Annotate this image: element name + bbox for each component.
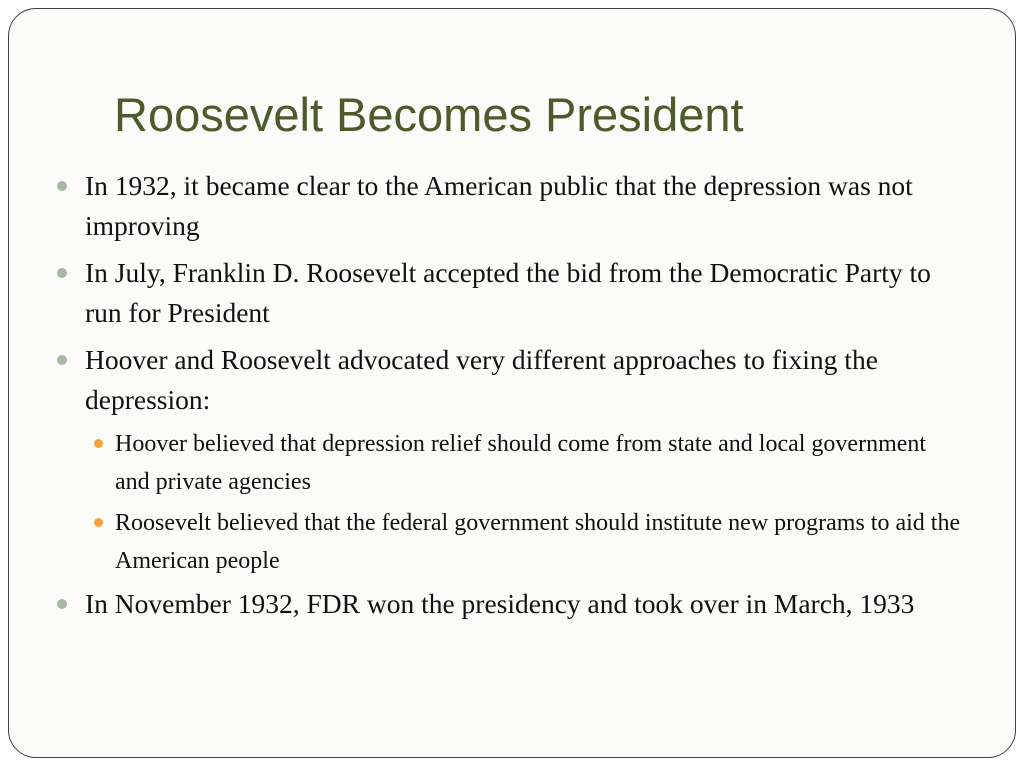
sub-bullet-text: Roosevelt believed that the federal government should institute new programs to aid the American people (115, 510, 961, 574)
bullet-dot-icon (57, 268, 67, 278)
bullet-dot-icon (57, 181, 67, 191)
sub-bullet-item-1 (115, 425, 961, 501)
bullet-text: In 1932, it became clear to the American public that the depression was not improving (85, 170, 913, 241)
bullet-dot-icon (57, 599, 67, 609)
bullet-item-3 (56, 340, 961, 420)
slide-title: Roosevelt Becomes President (114, 88, 744, 141)
sub-bullet-item-2 (115, 504, 961, 580)
bullet-text: In July, Franklin D. Roosevelt accepted the bid from the Democratic Party to run for President (85, 257, 931, 328)
bullet-list (56, 166, 961, 631)
bullet-dot-icon (57, 355, 67, 365)
sub-bullet-dot-icon (94, 439, 103, 448)
sub-bullet-dot-icon (94, 518, 103, 527)
bullet-item-2 (56, 253, 961, 333)
sub-bullet-list (56, 425, 961, 580)
bullet-item-1 (56, 166, 961, 246)
bullet-text: In November 1932, FDR won the presidency and took over in March, 1933 (85, 588, 915, 619)
bullet-item-4 (56, 584, 961, 624)
sub-bullet-text: Hoover believed that depression relief should come from state and local government and private agencies (115, 431, 927, 495)
bullet-text: Hoover and Roosevelt advocated very different approaches to fixing the depression: (85, 344, 878, 415)
